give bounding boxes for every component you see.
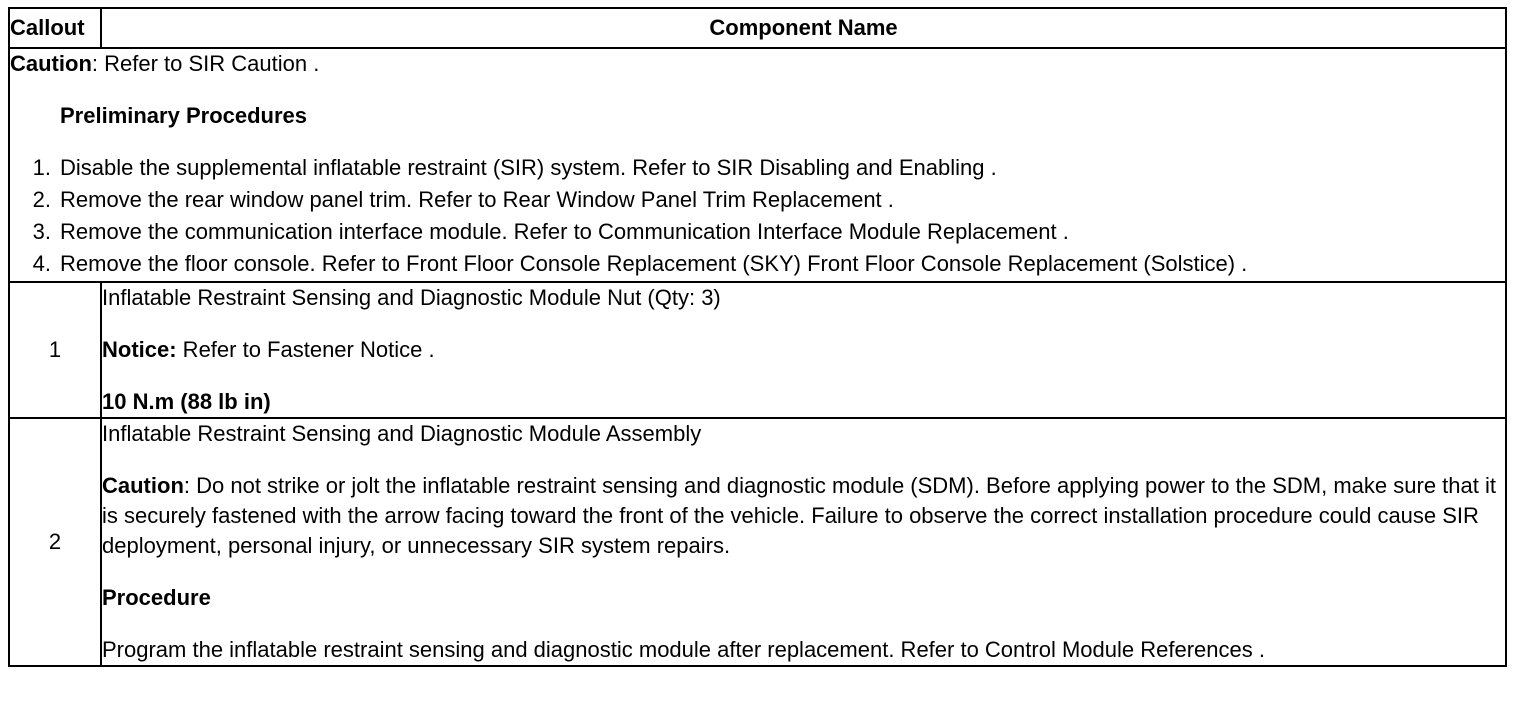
component-name: Inflatable Restraint Sensing and Diagnostic Module Nut (Qty: 3) <box>102 285 721 310</box>
step-number: 4. <box>32 251 51 276</box>
step-text: Remove the rear window panel trim. Refer to Rear Window Panel Trim Replacement . <box>60 187 894 212</box>
procedure-text: Program the inflatable restraint sensing and diagnostic module after replacement. Refer to Control Module References . <box>102 637 1265 662</box>
step-text: Remove the floor console. Refer to Front Floor Console Replacement (SKY) Front Floor Console Replacement (Solstice) . <box>60 251 1248 276</box>
callout-number: 1 <box>9 282 101 418</box>
notice-line <box>102 335 1505 365</box>
callout-header: Callout <box>9 8 101 48</box>
preliminary-title: Preliminary Procedures <box>60 103 308 128</box>
step-item <box>10 185 1505 215</box>
component-name: Inflatable Restraint Sensing and Diagnostic Module Assembly <box>102 421 702 446</box>
step-text: Disable the supplemental inflatable restraint (SIR) system. Refer to SIR Disabling and Enabling . <box>60 155 997 180</box>
preliminary-cell <box>9 48 1506 282</box>
table-row <box>9 418 1506 666</box>
step-number: 1. <box>32 155 51 180</box>
step-text: Remove the communication interface module. Refer to Communication Interface Module Replacement . <box>60 219 1069 244</box>
component-name-header: Component Name <box>101 8 1506 48</box>
preliminary-row <box>9 48 1506 282</box>
procedure-title: Procedure <box>102 585 211 610</box>
component-table <box>8 7 1507 667</box>
caution-line <box>102 471 1505 561</box>
header-row <box>9 8 1506 48</box>
step-item <box>10 217 1505 247</box>
component-cell <box>101 418 1506 666</box>
torque-spec: 10 N.m (88 lb in) <box>102 389 271 414</box>
step-number: 3. <box>32 219 51 244</box>
caution-label: Caution <box>10 51 92 76</box>
step-item <box>10 153 1505 183</box>
caution-line <box>10 49 1505 79</box>
table-row <box>9 282 1506 418</box>
component-cell <box>101 282 1506 418</box>
step-item <box>10 249 1505 279</box>
preliminary-steps <box>10 153 1505 279</box>
step-number: 2. <box>32 187 51 212</box>
caution-text: : Do not strike or jolt the inflatable restraint sensing and diagnostic module (SDM). Before applying power to the SDM, make sure that it is securely fastened with the arrow facing toward the front of the vehicle. Failure to observe the correct installation procedure could cause SIR deployment, personal injury, or unnecessary SIR system repairs. <box>102 473 1496 558</box>
caution-label: Caution <box>102 473 184 498</box>
notice-text: Refer to Fastener Notice . <box>176 337 435 362</box>
notice-label: Notice: <box>102 337 177 362</box>
callout-number: 2 <box>9 418 101 666</box>
caution-text: : Refer to SIR Caution . <box>91 51 320 76</box>
